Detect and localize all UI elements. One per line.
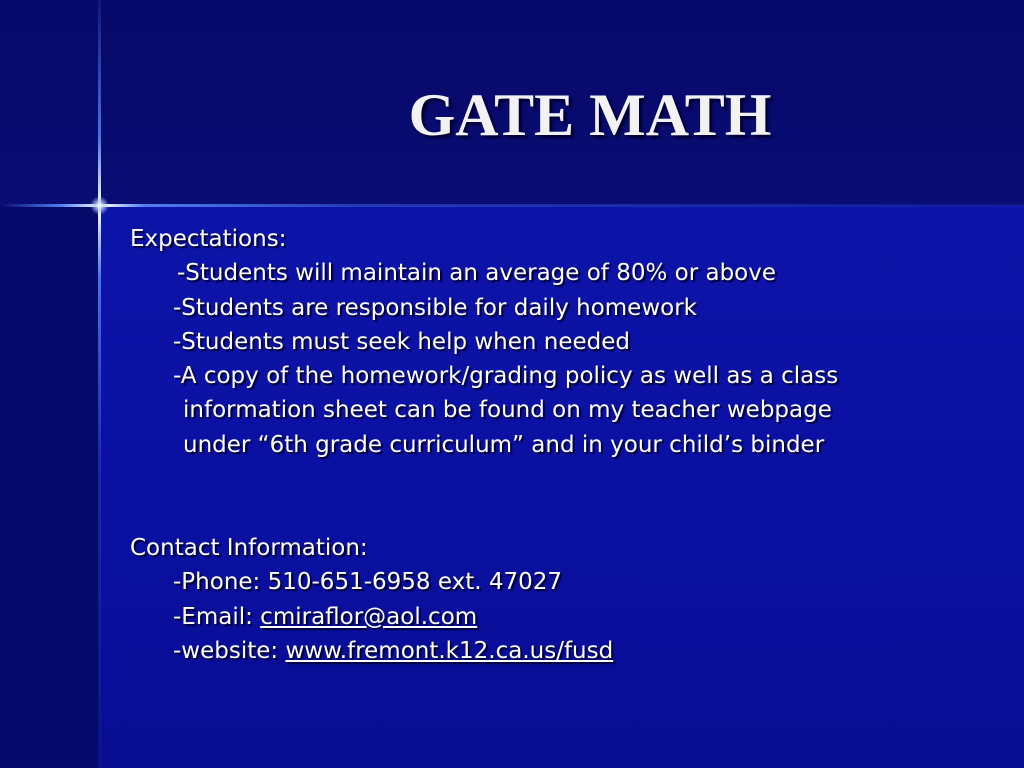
policy-line: -A copy of the homework/grading policy as well as a class	[173, 363, 839, 390]
website-link[interactable]: www.fremont.k12.ca.us/fusd	[285, 637, 614, 664]
contact-heading: Contact Information:	[130, 535, 368, 562]
section-spacer	[130, 462, 1010, 531]
contact-phone: -Phone: 510-651-6958 ext. 47027	[173, 569, 563, 596]
expectations-heading: Expectations:	[130, 226, 287, 252]
expectation-item: -Students must seek help when needed	[173, 328, 631, 355]
left-margin-background	[0, 206, 100, 768]
sparkle-icon	[90, 196, 109, 215]
policy-line: under “6th grade curriculum” and in your child’s binder	[183, 431, 825, 458]
website-label: -website:	[173, 637, 286, 664]
policy-line: information sheet can be found on my teacher webpage	[183, 397, 832, 424]
horizontal-flare-line	[0, 204, 1024, 207]
expectation-item: -Students are responsible for daily homework	[173, 294, 697, 321]
vertical-flare-line	[98, 0, 101, 768]
email-label: -Email:	[173, 603, 261, 630]
contact-email-row	[130, 600, 1010, 634]
contact-website-row	[130, 634, 1010, 668]
slide-body	[130, 222, 1010, 668]
email-link[interactable]: cmiraflor@aol.com	[260, 603, 478, 630]
expectation-item: -Students will maintain an average of 80% or above	[177, 260, 777, 287]
slide-title: GATE MATH	[408, 82, 772, 148]
